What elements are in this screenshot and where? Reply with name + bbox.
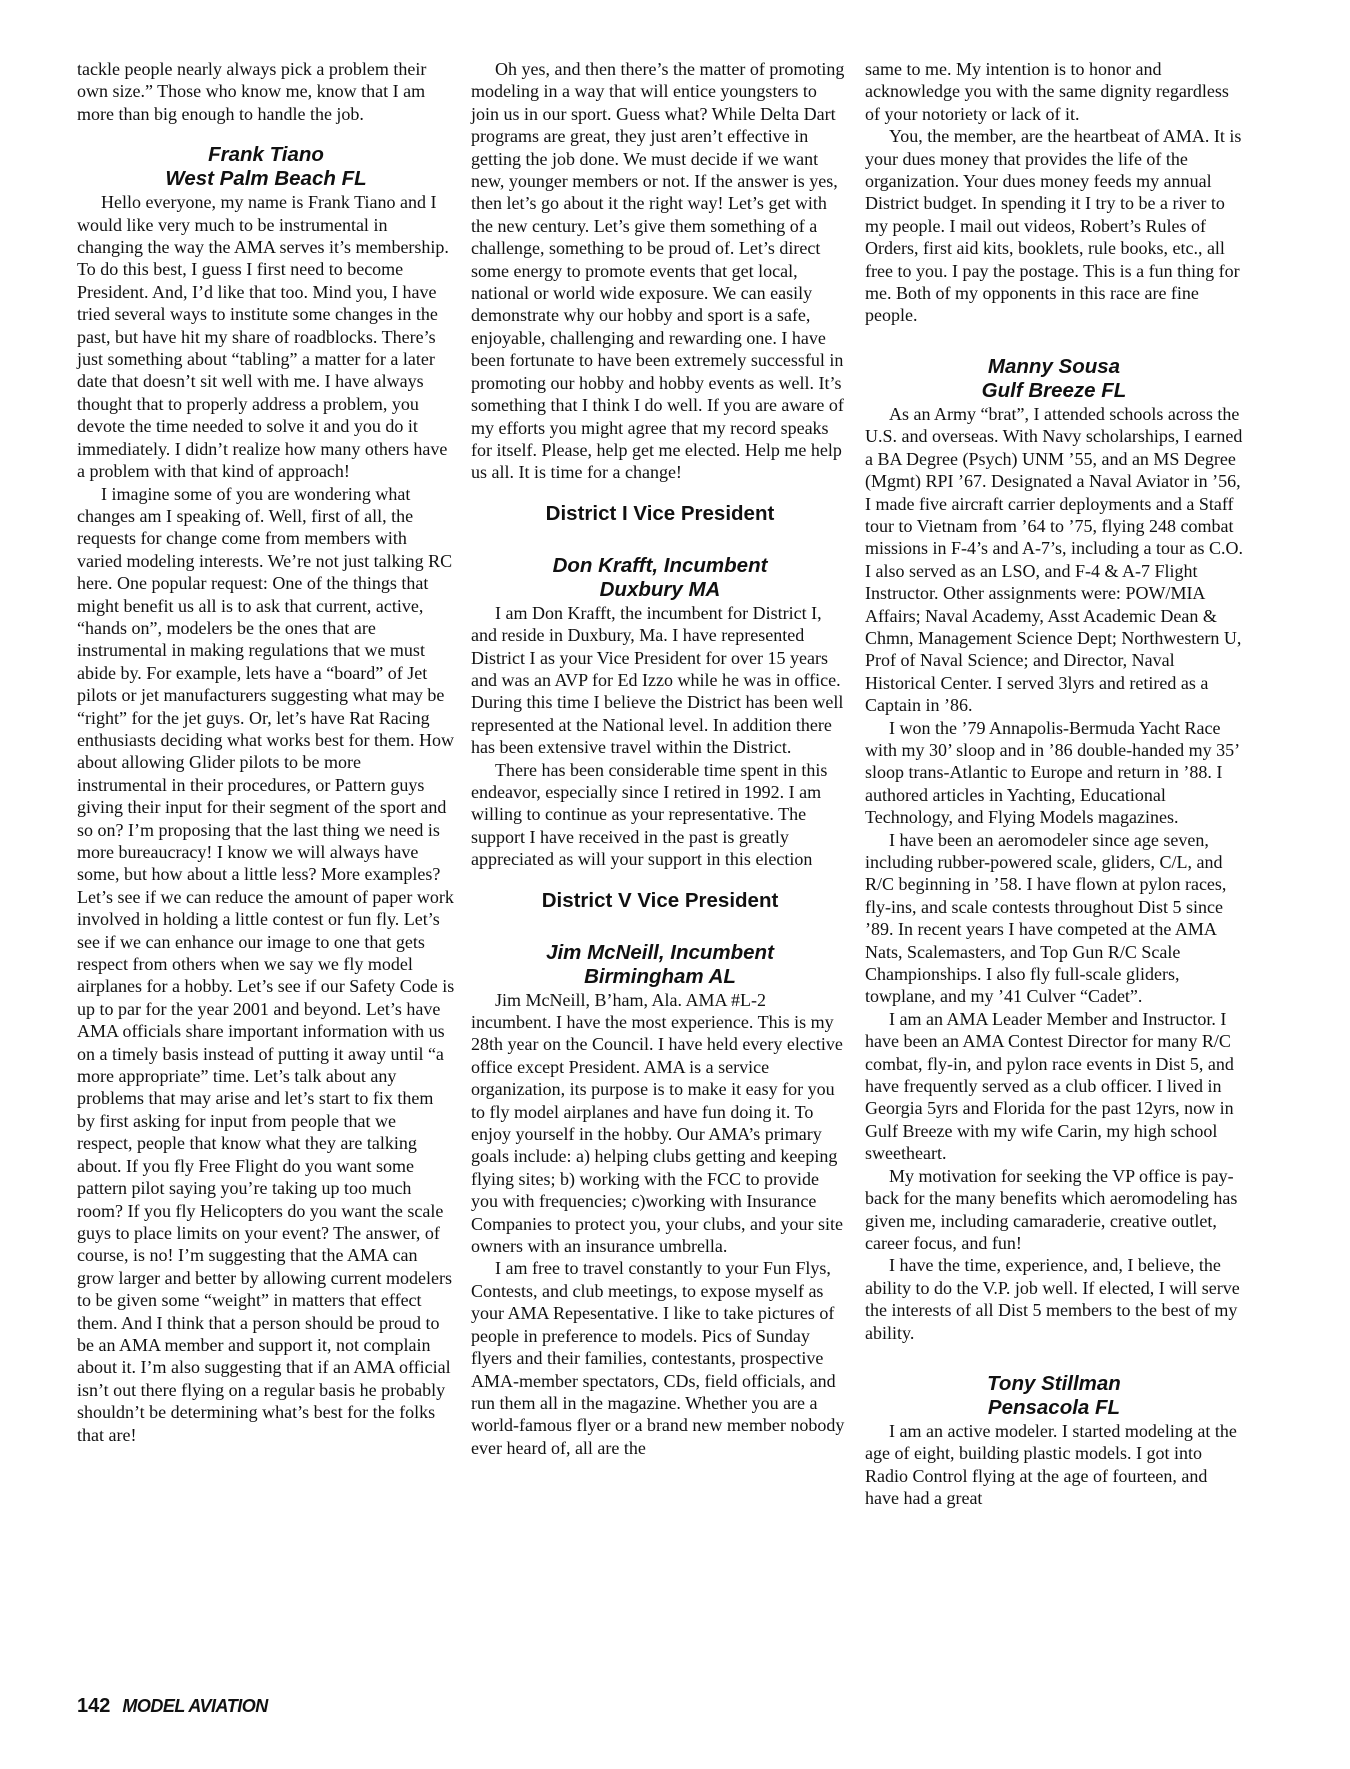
candidate-location: Duxbury MA (599, 577, 721, 601)
paragraph: I am Don Krafft, the incumbent for District I, and reside in Duxbury, Ma. I have represented District I as your Vice President for over 15 years and was an AVP for Ed Izzo while he was in office. During this time I believe the District has been well represented at the National level. In addition there has been extensive travel within the District. (471, 602, 844, 758)
candidate-name: Don Krafft, Incumbent (552, 553, 768, 577)
page-number: 142 (77, 1695, 111, 1717)
candidate-heading-manny-sousa (865, 355, 1243, 403)
paragraph-continued: same to me. My intention is to honor and acknowledge you with the same dignity regardless of your notoriety or lack of it. (865, 59, 1229, 124)
column-1 (77, 58, 455, 1446)
candidate-location: West Palm Beach FL (165, 167, 367, 191)
candidate-heading-frank-tiano (77, 143, 455, 191)
section-heading-district-5: District V Vice President (541, 888, 779, 912)
candidate-heading-jim-mcneill (471, 941, 849, 989)
magazine-name: MODEL AVIATION (122, 1696, 268, 1716)
candidate-name: Tony Stillman (987, 1371, 1121, 1395)
column-3 (865, 58, 1243, 1510)
paragraph: Oh yes, and then there’s the matter of promoting modeling in a way that will entice youngsters to join us in our sport. Guess what? While Delta Dart programs are great, they just aren’t effective in getting the job done. We must decide if we want new, younger members or not. If the answer is yes, then let’s go about it the right way! Let’s get with the new century. Let’s give them something of a challenge, something to be proud of. Let’s direct some energy to promote events that get local, national or world wide exposure. We can easily demonstrate why our hobby and sport is a safe, enjoyable, challenging and rewarding one. I have been fortunate to have been extremely successful in promoting our hobby and hobby events as well. It’s something that I think I do well. If you are aware of my efforts you might agree that my record speaks for itself. Please, help get me elected. Help me help us all. It is time for a change! (471, 59, 845, 483)
candidate-heading-tony-stillman (865, 1372, 1243, 1420)
column-2 (471, 58, 849, 1459)
paragraph-continued: tackle people nearly always pick a problem their own size.” Those who know me, know that I am more than big enough to handle the job. (77, 59, 427, 124)
candidate-location: Birmingham AL (584, 964, 736, 988)
paragraph: You, the member, are the heartbeat of AMA. It is your dues money that provides the life of the organization. Your dues money feeds my annual District budget. In spending it I try to be a river to my people. I mail out videos, Robert’s Rules of Orders, first aid kits, booklets, rule books, etc., all free to you. I pay the postage. This is a fun thing for me. Both of my opponents in this race are fine people. (865, 126, 1242, 326)
paragraph: I have been an aeromodeler since age seven, including rubber-powered scale, gliders, C/L, and R/C beginning in ’58. I have flown at pylon races, fly-ins, and scale contests throughout Dist 5 since ’89. In recent years I have competed at the AMA Nats, Scalemasters, and Top Gun R/C Scale Championships. I also fly full-scale gliders, towplane, and my ’41 Culver “Cadet”. (865, 829, 1227, 1007)
paragraph: As an Army “brat”, I attended schools across the U.S. and overseas. With Navy scholarships, I earned a BA Degree (Psych) UNM ’55, and an MS Degree (Mgmt) RPI ’67. Designated a Naval Aviator in ’56, I made five aircraft carrier deployments and a Staff tour to Vietnam from ’64 to ’75, flying 248 combat missions in F-4’s and A-7’s, including a tour as C.O. I also served as an LSO, and F-4 & A-7 Flight Instructor. Other assignments were: POW/MIA Affairs; Naval Academy, Asst Academic Dean & Chmn, Management Science Dept; Northwestern U, Prof of Naval Science; and Director, Naval Historical Center. I served 3lyrs and retired as a Captain in ’86. (865, 403, 1243, 716)
paragraph: Jim McNeill, B’ham, Ala. AMA #L-2 incumbent. I have the most experience. This is my 28th year on the Council. I have held every elective office except President. AMA is a service organization, its purpose is to make it easy for you to fly model airplanes and have fun doing it. To enjoy yourself in the hobby. Our AMA’s primary goals include: a) helping clubs getting and keeping flying sites; b) working with the FCC to provide you with frequencies; c)working with Insurance Companies to protect you, your clubs, and your site owners with an insurance umbrella. (471, 989, 843, 1257)
candidate-location: Gulf Breeze FL (981, 378, 1127, 402)
section-heading-district-1: District I Vice President (545, 501, 775, 525)
paragraph: Hello everyone, my name is Frank Tiano and I would like very much to be instrumental in changing the way the AMA serves it’s membership. To do this best, I guess I first need to become President. And, I’d like that too. Mind you, I have tried several ways to institute some changes in the past, but have hit my share of roadblocks. There’s just something about “tabling” a matter for a later date that doesn’t sit well with me. I have always thought that to properly address a problem, you devote the time needed to solve it and you do it immediately. I didn’t realize how many others have a problem with that kind of approach! (77, 192, 449, 482)
candidate-name: Frank Tiano (208, 143, 324, 167)
magazine-logo (122, 1696, 267, 1717)
paragraph: My motivation for seeking the VP office is pay-back for the many benefits which aeromodeling has given me, including camaraderie, creative outlet, career focus, and fun! (865, 1165, 1238, 1253)
paragraph: I am an AMA Leader Member and Instructor. I have been an AMA Contest Director for many R/C combat, fly-in, and pylon race events in Dist 5, and have frequently served as a club officer. I lived in Georgia 5yrs and Florida for the past 12yrs, now in Gulf Breeze with my wife Carin, my high school sweetheart. (865, 1008, 1234, 1164)
candidate-location: Pensacola FL (987, 1395, 1121, 1419)
paragraph: I am an active modeler. I started modeling at the age of eight, building plastic models. I got into Radio Control flying at the age of fourteen, and have had a great (865, 1420, 1237, 1509)
page-footer (77, 1695, 268, 1718)
paragraph: I imagine some of you are wondering what changes am I speaking of. Well, first of all, the requests for change come from members with varied modeling interests. We’re not just talking RC here. One popular request: One of the things that might benefit us all is to ask that current, active, “hands on”, modelers be the ones that are instrumental in making regulations that we must abide by. For example, lets have a “board” of Jet pilots or jet manufacturers suggesting what may be “right” for the jet guys. Or, let’s have Rat Racing enthusiasts deciding what works best for them. How about allowing Glider pilots to be more instrumental in their procedures, or Pattern guys giving their input for their segment of the sport and so on? I’m proposing that the last thing we need is more bureaucracy! I know we will always have some, but how about a little less? More examples? Let’s see if we can reduce the amount of paper work involved in holding a little contest or fun fly. Let’s see if we can enhance our image to one that gets respect from others when we say we fly model airplanes for a hobby. Let’s see if our Safety Code is up to par for the year 2001 and beyond. Let’s have AMA officials share important information with us on a timely basis instead of putting it away until “a more appropriate” time. Let’s talk about any problems that may arise and let’s start to fix them by first asking for input from people that we respect, people that know what they are talking about. If you fly Free Flight do you want some pattern pilot saying you’re taking up too much room? If you fly Helicopters do you want the scale guys to place limits on your event? The answer, of course, is no! I’m suggesting that the AMA can grow larger and better by allowing current modelers to be given some “weight” in matters that effect them. And I think that a person should be proud to be an AMA member and support it, not complain about it. I’m also suggesting that if an AMA official isn’t out there flying on a regular basis he probably shouldn’t be determining what’s best for the folks that are! (77, 483, 455, 1445)
candidate-name: Jim McNeill, Incumbent (546, 940, 774, 964)
paragraph: I have the time, experience, and, I believe, the ability to do the V.P. job well. If elected, I will serve the interests of all Dist 5 members to the best of my ability. (865, 1255, 1240, 1343)
candidate-heading-don-krafft (471, 554, 849, 602)
paragraph: There has been considerable time spent in this endeavor, especially since I retired in 1992. I am willing to continue as your representative. The support I have received in the past is greatly appreciated as will your support in this election (471, 759, 828, 870)
candidate-name: Manny Sousa (987, 354, 1121, 378)
paragraph: I won the ’79 Annapolis-Bermuda Yacht Race with my 30’ sloop and in ’86 double-handed my 35’ sloop trans-Atlantic to Europe and return in ’88. I authored articles in Yachting, Educational Technology, and Flying Models magazines. (865, 717, 1239, 828)
paragraph: I am free to travel constantly to your Fun Flys, Contests, and club meetings, to expose myself as your AMA Repesentative. I like to take pictures of people in preference to models. Pics of Sunday flyers and their families, contestants, prospective AMA-member spectators, CDs, field officials, and run them all in the magazine. Whether you are a world-famous flyer or a brand new member nobody ever heard of, all are the (471, 1258, 845, 1458)
